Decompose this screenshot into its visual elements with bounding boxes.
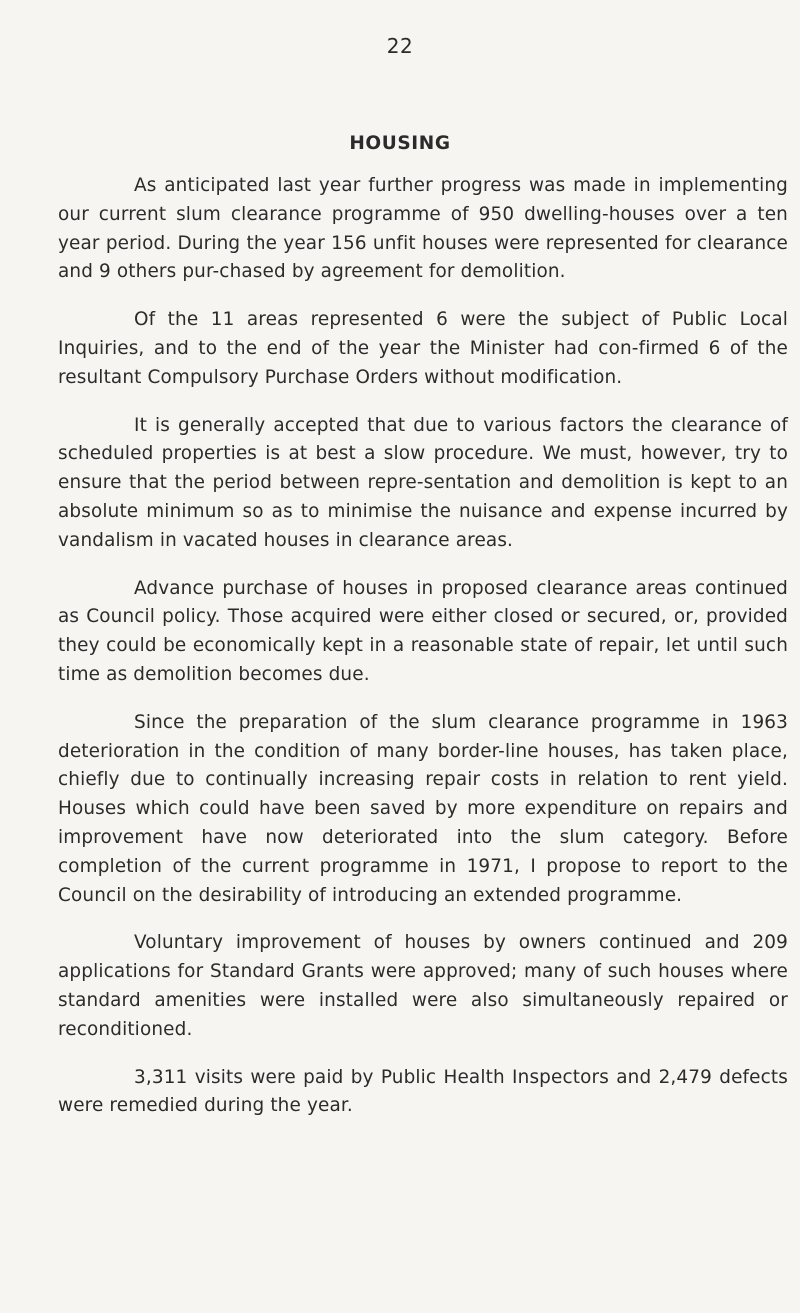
paragraph-inspector-visits: 3,311 visits were paid by Public Health Inspectors and 2,479 defects were remedied during the year.: [58, 1066, 788, 1117]
paragraph-advance-purchase: Advance purchase of houses in proposed clearance areas continued as Council policy. Those acquired were either closed or secured, or, provided they could be economically kept in a reasonable state of repair, let until such time as demolition becomes due.: [58, 577, 788, 685]
page-number: 22: [386, 34, 414, 58]
body-text: [58, 172, 788, 1140]
paragraph-deterioration: Since the preparation of the slum clearance programme in 1963 deterioration in the condition of many border-line houses, has taken place, chiefly due to continually increasing repair costs in relation to rent yield. Houses which could have been saved by more expenditure on repairs and improvement have now deteriorated into the slum category. Before completion of the current programme in 1971, I propose to report to the Council on the desirability of introducing an extended programme.: [58, 711, 788, 906]
page-title: HOUSING: [349, 133, 451, 154]
paragraph-public-inquiries: Of the 11 areas represented 6 were the subject of Public Local Inquiries, and to the end of the year the Minister had con-firmed 6 of the resultant Compulsory Purchase Orders without modification.: [58, 309, 788, 388]
paragraph-clearance-procedure: It is generally accepted that due to various factors the clearance of scheduled properties is at best a slow procedure. We must, however, try to ensure that the period between repre-sentation and demolition is kept to an absolute minimum so as to minimise the nuisance and expense incurred by vandalism in vacated houses in clearance areas.: [58, 414, 788, 551]
paragraph-slum-clearance: As anticipated last year further progress was made in implementing our current slum clearance programme of 950 dwelling-houses over a ten year period. During the year 156 unfit houses were represented for clearance and 9 others pur-chased by agreement for demolition.: [58, 175, 788, 283]
paragraph-voluntary-improvement: Voluntary improvement of houses by owners continued and 209 applications for Standard Grants were approved; many of such houses where standard amenities were installed were also simultaneously repaired or reconditioned.: [58, 932, 788, 1040]
